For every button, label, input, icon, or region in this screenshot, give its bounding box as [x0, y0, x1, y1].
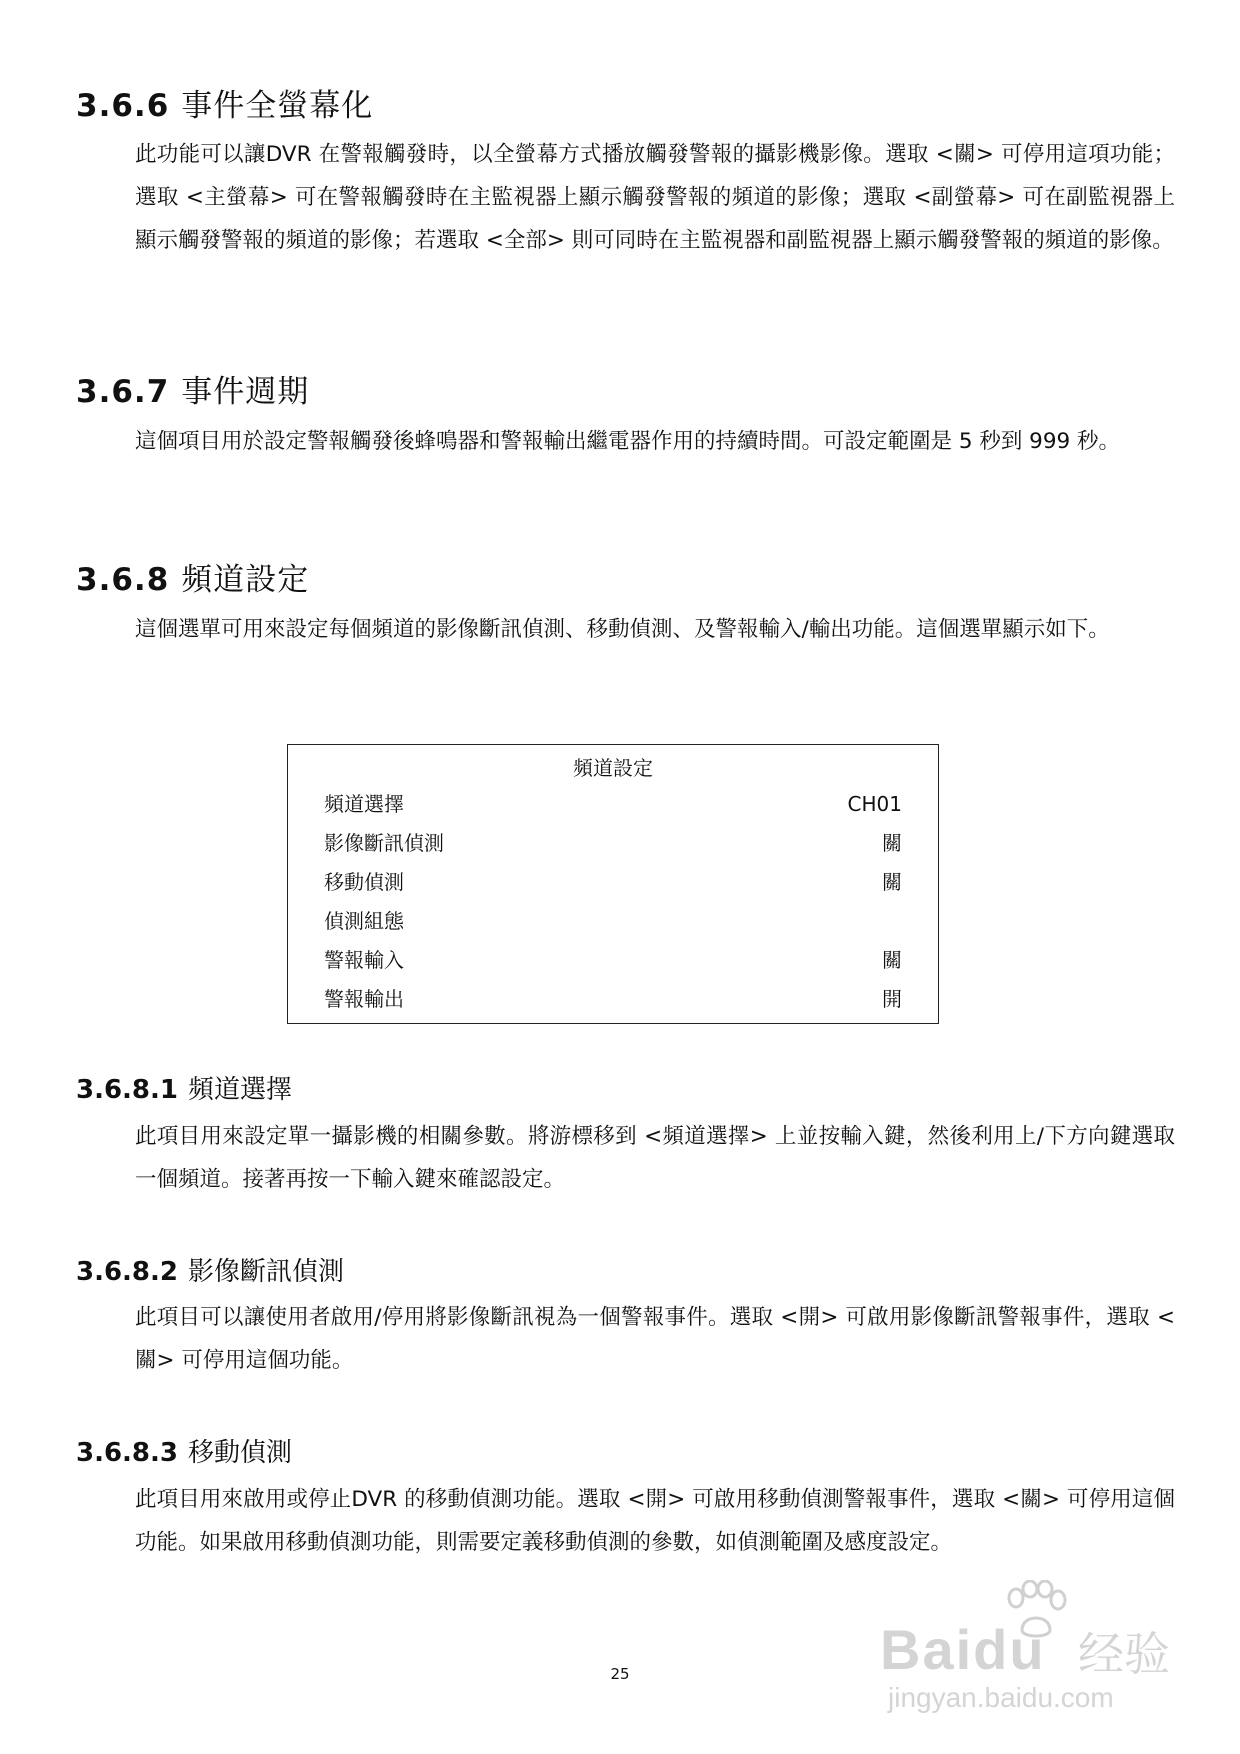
baidu-watermark — [880, 1580, 1220, 1720]
menu-row-detection-config — [324, 906, 902, 936]
subsection-number: 3.6.8.2 — [76, 1257, 178, 1287]
subsection-heading-3-6-8-3 — [76, 1436, 292, 1470]
menu-row-label: 頻道選擇 — [324, 792, 404, 816]
subsection-heading-3-6-8-1 — [76, 1073, 292, 1107]
subsection-title: 頻道選擇 — [188, 1075, 293, 1105]
menu-row-value: CH01 — [847, 792, 902, 816]
watermark-brand-cn: 经验 — [1078, 1627, 1170, 1681]
section-paragraph: 這個選單可用來設定每個頻道的影像斷訊偵測、移動偵測、及警報輸入/輸出功能。這個選單顯示如下。 — [135, 617, 1110, 642]
menu-row-label: 影像斷訊偵測 — [324, 831, 444, 855]
section-paragraph: 這個項目用於設定警報觸發後蜂鳴器和警報輸出繼電器作用的持續時間。可設定範圍是 5 秒到 999 秒。 — [135, 429, 1121, 454]
menu-row-alarm-input — [324, 945, 902, 975]
subsection-paragraph: 此項目用來設定單一攝影機的相關參數。將游標移到 <頻道選擇> 上並按輸入鍵，然後利用上/下方向鍵選取一個頻道。接著再按一下輸入鍵來確認設定。 — [135, 1124, 1175, 1192]
section-heading-3-6-7 — [76, 372, 309, 412]
menu-row-channel-select — [324, 789, 902, 819]
section-number: 3.6.7 — [76, 374, 170, 410]
channel-settings-menu — [287, 744, 939, 1024]
menu-row-value: 開 — [882, 987, 902, 1011]
menu-row-label: 偵測組態 — [324, 909, 404, 933]
subsection-number: 3.6.8.1 — [76, 1075, 178, 1105]
menu-row-label: 警報輸入 — [324, 948, 404, 972]
menu-row-video-loss — [324, 828, 902, 858]
menu-row-value: 關 — [882, 948, 902, 972]
section-title: 事件週期 — [181, 374, 310, 410]
section-title: 頻道設定 — [181, 562, 310, 598]
menu-row-label: 警報輸出 — [324, 987, 404, 1011]
menu-row-motion-detection — [324, 867, 902, 897]
watermark-url: jingyan.baidu.com — [888, 1682, 1114, 1713]
section-number: 3.6.8 — [76, 562, 170, 598]
subsection-heading-3-6-8-2 — [76, 1255, 344, 1289]
subsection-title: 影像斷訊偵測 — [188, 1257, 345, 1287]
menu-row-value: 關 — [882, 831, 902, 855]
section-heading-3-6-8 — [76, 560, 309, 600]
menu-row-alarm-output — [324, 984, 902, 1014]
page-number: 25 — [610, 1665, 630, 1683]
subsection-paragraph: 此項目可以讓使用者啟用/停用將影像斷訊視為一個警報事件。選取 <開> 可啟用影像斷訊警報事件，選取 <關> 可停用這個功能。 — [135, 1305, 1175, 1373]
subsection-paragraph: 此項目用來啟用或停止DVR 的移動偵測功能。選取 <開> 可啟用移動偵測警報事件，選取 <關> 可停用這個功能。如果啟用移動偵測功能，則需要定義移動偵測的參數，如偵測範圍及感度設定。 — [135, 1487, 1175, 1555]
section-heading-3-6-6 — [76, 86, 373, 126]
section-number: 3.6.6 — [76, 88, 170, 124]
section-title: 事件全螢幕化 — [181, 88, 374, 124]
menu-row-value: 關 — [882, 870, 902, 894]
menu-row-label: 移動偵測 — [324, 870, 404, 894]
menu-title: 頻道設定 — [573, 756, 653, 780]
section-paragraph: 此功能可以讓DVR 在警報觸發時，以全螢幕方式播放觸發警報的攝影機影像。選取 <關> 可停用這項功能；選取 <主螢幕> 可在警報觸發時在主監視器上顯示觸發警報的頻道的影像；選取 <副螢幕> 可在副監視器上顯示觸發警報的頻道的影像；若選取 <全部> 則可同時在主監視器和副監視器上顯示觸發警報的頻道的影像。 — [135, 142, 1175, 253]
subsection-title: 移動偵測 — [188, 1438, 293, 1468]
watermark-brand: Baidu — [880, 1618, 1046, 1681]
subsection-number: 3.6.8.3 — [76, 1438, 178, 1468]
